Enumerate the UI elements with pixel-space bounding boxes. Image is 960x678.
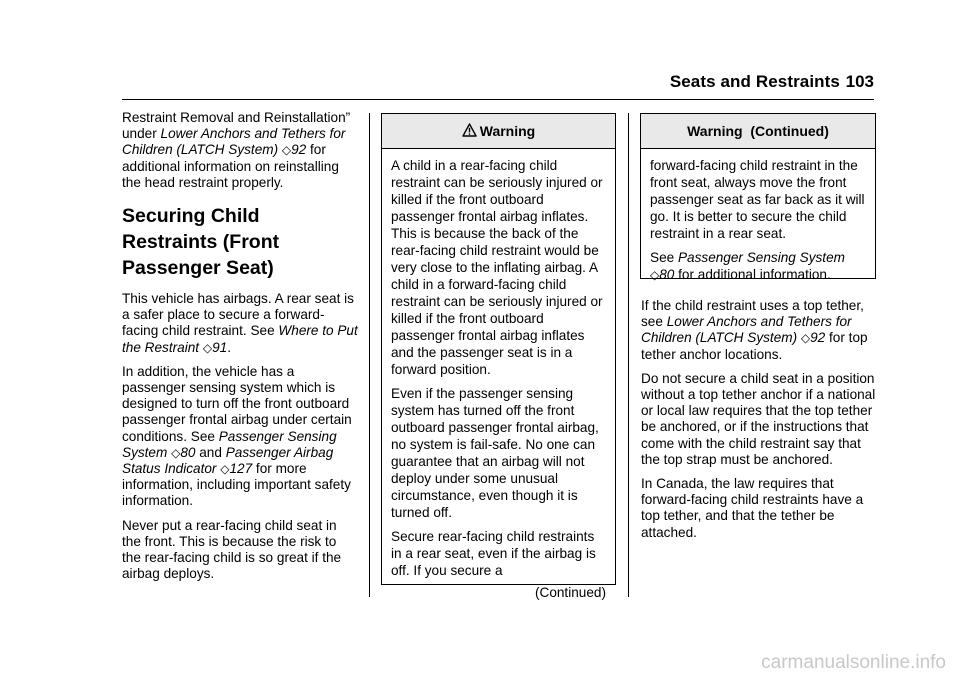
cross-reference-link[interactable]: Lower Anchors and Tethers for Children (LATCH System) [122, 126, 346, 158]
page-ref-icon: ◇ [281, 143, 292, 158]
paragraph: Do not secure a child seat in a position without a top tether anchor if a national or local law requires that the top tether be anchored, or if the instructions that come with the child restraint say that the top strap must be anchored. [641, 370, 876, 467]
paragraph: Secure rear-facing child restraints in a rear seat, even if the airbag is off. If you secure a [391, 529, 596, 578]
continued-label: (Continued) [534, 585, 606, 600]
paragraph: Never put a rear-facing child seat in the front. This is because the risk to the rear-facing child is so great if the airbag deploys. [122, 517, 342, 582]
warning-triangle-icon [462, 123, 477, 140]
page-ref[interactable]: 80 [180, 444, 196, 460]
text: and [195, 444, 226, 460]
column-divider-right [628, 113, 629, 597]
page-ref-icon: ◇ [171, 445, 181, 460]
paragraph [122, 110, 358, 191]
text: for additional information. [674, 267, 831, 282]
cross-reference-link[interactable]: Where to Put the Restraint [122, 323, 358, 355]
warning-box-title: Warning [479, 123, 536, 139]
warning-continued-header [641, 114, 875, 149]
paragraph: A child in a rear-facing child restraint can be seriously injured or killed if the front outboard passenger frontal airbag inflates. This is because the back of the rear-facing child restraint would be very close to the inflating airbag. A child in a forward-facing child restraint can be seriously injured or killed if the front outboard passenger frontal airbag inflates and the passenger seat is in a forward position. [391, 158, 603, 377]
page-ref[interactable]: 92 [810, 330, 826, 346]
page-ref[interactable]: 91 [212, 339, 228, 355]
cross-reference-link[interactable]: Passenger Airbag Status Indicator [122, 444, 334, 477]
paragraph: In Canada, the law requires that forward-facing child restraints have a top tether, and that the tether be attached. [641, 476, 864, 540]
warning-box-header [382, 114, 615, 149]
text: . [227, 339, 231, 355]
page-ref[interactable]: 92 [291, 142, 307, 158]
column-left [122, 110, 358, 590]
paragraph [122, 291, 358, 356]
warning-box [381, 113, 616, 600]
column-right [641, 298, 877, 549]
cross-reference-link[interactable]: Lower Anchors and Tethers for Children (LATCH System) [641, 314, 852, 346]
cross-reference-link[interactable]: Passenger Sensing System [122, 428, 337, 460]
page-ref-icon: ◇ [220, 462, 230, 477]
text: This vehicle has airbags. A rear seat is a safer place to secure a forward-facing child restraint. See [122, 291, 354, 339]
text: for top tether anchor locations. [641, 330, 868, 362]
text: If the child restraint uses a top tether, see [641, 298, 864, 330]
warning-continued-title: Warning (Continued) [687, 123, 829, 139]
paragraph [650, 249, 866, 284]
warning-continued-box [640, 113, 876, 282]
paragraph [122, 364, 358, 510]
page-ref-icon: ◇ [800, 331, 811, 346]
paragraph [641, 298, 877, 363]
paragraph: forward-facing child restraint in the front seat, always move the front passenger seat as far back as it will go. It is better to secure the child restraint in a rear seat. [650, 158, 865, 241]
text: See [650, 250, 678, 265]
watermark: carmanualsonline.info [761, 652, 946, 673]
warning-box-body [382, 149, 615, 607]
text: Restraint Removal and Reinstallation” under [122, 110, 351, 142]
cross-reference-link[interactable]: Passenger Sensing System [677, 250, 845, 265]
page-ref[interactable]: 127 [229, 461, 253, 477]
text: In addition, the vehicle has a passenger sensing system which is designed to turn off the front outboard passenger frontal airbag under certain conditions. See [122, 363, 352, 444]
page-ref-icon: ◇ [202, 340, 213, 355]
page-ref[interactable]: 80 [659, 267, 675, 282]
warning-continued-body [641, 149, 875, 297]
paragraph: Even if the passenger sensing system has turned off the front outboard passenger frontal airbag, no system is fail-safe. No one can guarantee that an airbag will not deploy under some unusual circumstance, even though it is turned off. [391, 386, 599, 520]
header-title: Seats and Restraints [669, 72, 840, 91]
page-ref-icon: ◇ [650, 268, 660, 282]
page-header [0, 70, 960, 94]
text: for additional information on reinstalling the head restraint properly. [122, 142, 339, 190]
header-rule [122, 99, 874, 100]
column-divider-left [369, 113, 370, 597]
text: for more information, including important safety information. [122, 461, 351, 509]
section-title: Securing Child Restraints (Front Passenger Seat) [122, 205, 280, 280]
page-number: 103 [845, 72, 874, 91]
